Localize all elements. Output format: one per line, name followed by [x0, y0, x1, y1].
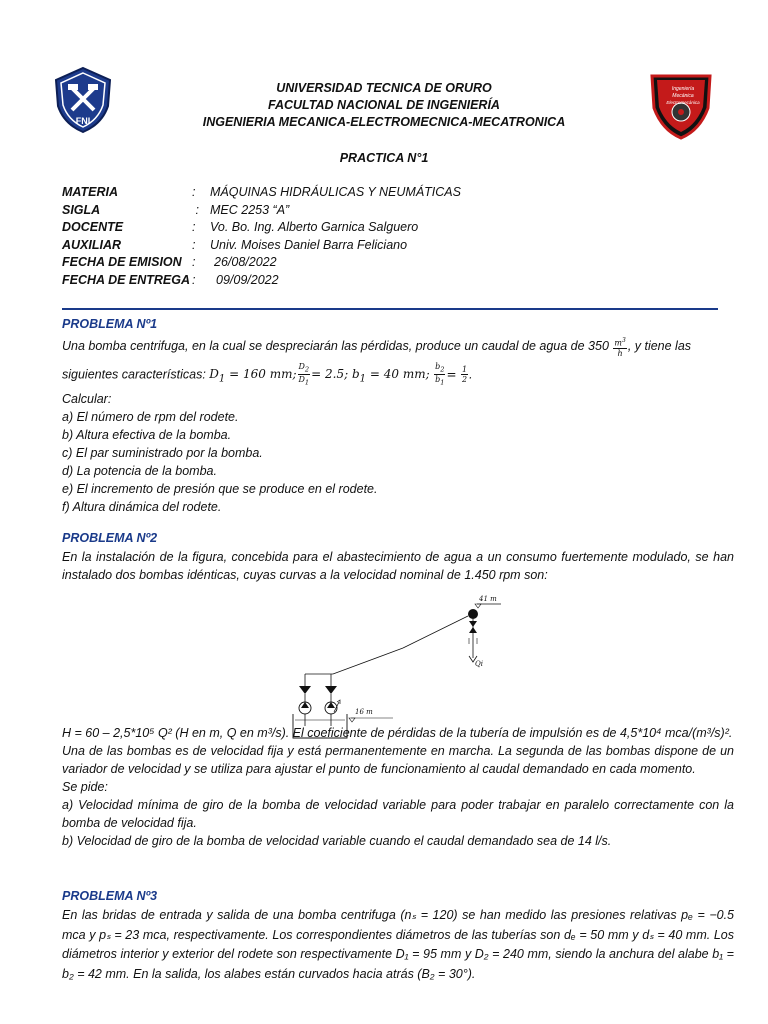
- calculate-label: Calcular:: [62, 392, 112, 407]
- info-key: SIGLA: [62, 202, 101, 217]
- info-key: AUXILIAR: [62, 237, 122, 252]
- problem-1-item: e) El incremento de presión que se produce en el rodete.: [62, 482, 378, 497]
- problem-2-title: PROBLEMA Nº2: [62, 531, 158, 545]
- info-value: 09/09/2022: [216, 272, 279, 287]
- practice-title: PRACTICA N°1: [339, 151, 429, 165]
- department-name: INGENIERIA MECANICA-ELECTROMECNICA-MECATRONICA: [202, 115, 566, 129]
- info-key: MATERIA: [62, 185, 119, 199]
- university-name: UNIVERSIDAD TECNICA DE ORURO: [276, 81, 492, 95]
- fni-logo-text: FNI: [75, 116, 91, 126]
- problem-2-intro: En la instalación de la figura, concebida para el abastecimiento de agua a un consumo fuertemente modulado, se han instalado dos bombas idénticas, cuyas curvas a la velocidad nominal de 1.450 rpm son:: [62, 550, 734, 582]
- discharge-node: [468, 609, 478, 619]
- fig-bottom-label: 16 m: [355, 708, 373, 716]
- document-header: [150, 80, 618, 131]
- pump-curve-equation: H = 60 – 2,5*10⁵ Q² (H en m, Q en m³/s). El coeficiente de pérdidas de la tubería de impulsión es de 4,5*10⁴ mca/(m³/s)².: [62, 726, 733, 740]
- problem-1-item: b) Altura efectiva de la bomba.: [62, 428, 232, 443]
- svg-text:Ingeniería: Ingeniería: [671, 86, 695, 92]
- info-value: MEC 2253 “A”: [210, 202, 290, 217]
- problem-1-item: a) El número de rpm del rodete.: [62, 410, 239, 425]
- info-value: MÁQUINAS HIDRÁULICAS Y NEUMÁTICAS: [210, 185, 461, 199]
- problem-1-intro: Una bomba centrifuga, en la cual se despreciarán las pérdidas, produce un caudal de agua de 350: [62, 339, 609, 354]
- problem-3-body: En las bridas de entrada y salida de una bomba centrifuga (nₛ = 120) se han medido las presiones relativas pₑ = −0.5 mca y pₛ = 23 mca, respectivamente. Los correspondientes diámetros de las tuberías son dₑ = 50 mm y dₛ = 40 mm. Los diámetros interior y exterior del rodete son respectivamente D₁ = 95 mm y D₂ = 240 mm, siendo la anchura del alabe b₁ = b₂ = 42 mm. En la salida, los alabes están curvados hacia atrás (B₂ = 30°).: [62, 908, 734, 981]
- problem-2-item: b) Velocidad de giro de la bomba de velocidad variable cuando el caudal demandado sea de 14 l/s.: [62, 834, 612, 848]
- fig-top-label: 41 m: [479, 595, 497, 603]
- info-key: DOCENTE: [62, 220, 124, 235]
- problem-1-intro-end: , y tiene las: [627, 339, 692, 354]
- problem-2-body: [62, 724, 734, 850]
- info-key: FECHA DE ENTREGA: [62, 272, 191, 287]
- fni-logo-icon: [52, 66, 114, 134]
- info-row: SIGLA : MEC 2253 “A”: [62, 202, 461, 220]
- info-value: Univ. Moises Daniel Barra Feliciano: [210, 237, 408, 252]
- mechanical-engineering-logo-icon: [648, 70, 714, 140]
- info-value: 26/08/2022: [214, 255, 277, 270]
- problem-2-description: Una de las bombas es de velocidad fija y está permanentemente en marcha. La segunda de las bombas dispone de un variador de velocidad y se utiliza para ajustar el punto de funcionamiento al caudal demandado en cada momento.: [62, 744, 734, 776]
- info-row: AUXILIAR : Univ. Moises Daniel Barra Feliciano: [62, 237, 461, 255]
- fig-flow-label: Qi: [475, 660, 483, 668]
- svg-text:Mecánica: Mecánica: [672, 93, 694, 99]
- info-value: Vo. Bo. Ing. Alberto Garnica Salguero: [210, 220, 419, 235]
- faculty-name: FACULTAD NACIONAL DE INGENIERÍA: [268, 98, 500, 112]
- problem-1-item: c) El par suministrado por la bomba.: [62, 446, 263, 461]
- problem-2-item: a) Velocidad mínima de giro de la bomba de velocidad variable para poder trabajar en paralelo correctamente con la bomba de velocidad fija.: [62, 798, 734, 830]
- info-row: DOCENTE : Vo. Bo. Ing. Alberto Garnica Salguero: [62, 219, 461, 237]
- problem-1-body: Una bomba centrifuga, en la cual se despreciarán las pérdidas, produce un caudal de agua de 350 $\frac{m^3}{h}$ , y tiene las siguientes características: $D_1 = 160$ mm; $\frac{D_2}{D_1}$ = 2.5; $b_1 = 40$ mm; $\frac{b_2}{b_1}$ = $\frac{1}{2}$ . Calcular: a) El número de rpm del rodete. b) Altura efectiva de la bomba. c) El par suministrado por la bomba. d) La potencia de la bomba. e) El incremento de presión que se produce en el rodete. f) Altura dinámica del rodete.: [62, 336, 734, 516]
- requested-label: Se pide:: [62, 780, 108, 794]
- info-row: MATERIA : MÁQUINAS HIDRÁULICAS Y NEUMÁTICAS: [62, 184, 461, 202]
- problem-1-characteristics: siguientes características:: [62, 367, 206, 382]
- check-valve-1: [299, 686, 311, 694]
- check-valve-2: [325, 686, 337, 694]
- problem-1-item: d) La potencia de la bomba.: [62, 464, 217, 479]
- problem-1-title: PROBLEMA Nº1: [62, 317, 158, 331]
- problem-1-item: f) Altura dinámica del rodete.: [62, 500, 222, 515]
- info-row: FECHA DE ENTREGA : 09/09/2022: [62, 272, 461, 290]
- course-info: [62, 184, 461, 290]
- section-divider: [62, 308, 718, 310]
- problem-3-title: PROBLEMA Nº3: [62, 889, 158, 903]
- info-row: FECHA DE EMISION : 26/08/2022: [62, 254, 461, 272]
- info-key: FECHA DE EMISION: [62, 255, 182, 270]
- svg-text:Electromecánica: Electromecánica: [666, 100, 700, 105]
